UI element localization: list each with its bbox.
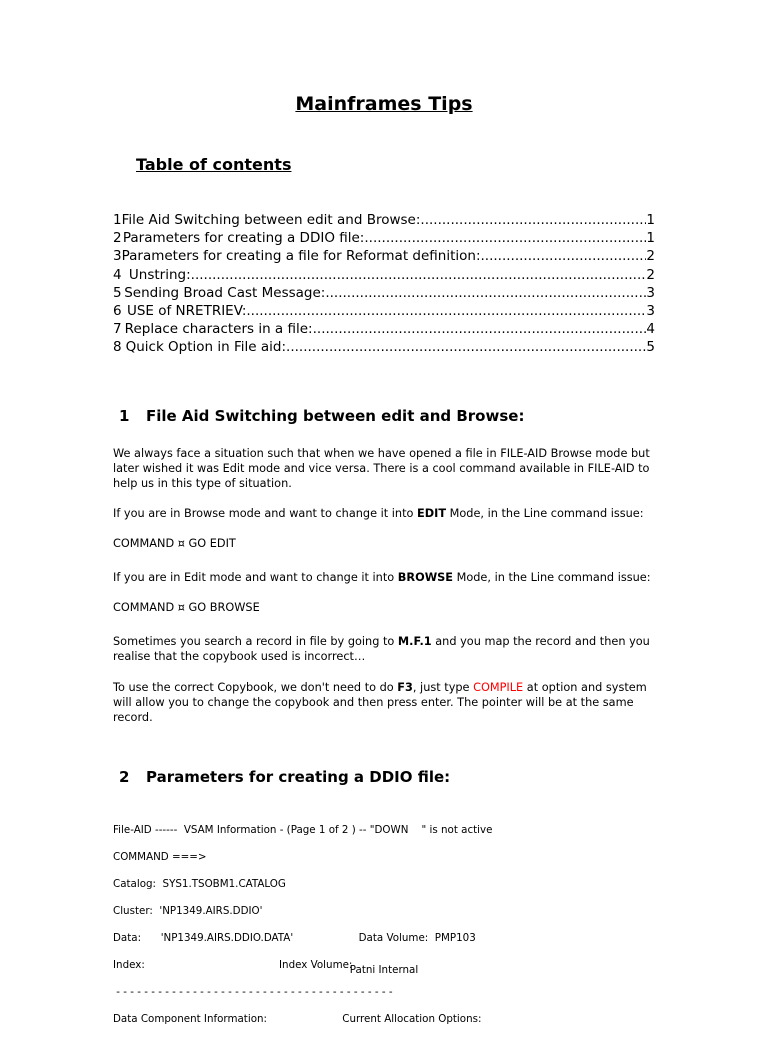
toc-entry[interactable]: 8 Quick Option in File aid: ..... 5 — [113, 338, 655, 356]
section-1-paragraph: We always face a situation such that when we have opened a file in FILE-AID Browse mode but later wished it was Edit mode and vice versa. There is a cool command available in FILE-AID to help us in this type of situation. — [113, 447, 650, 490]
section-1-paragraph: If you are in Browse mode and want to change it into EDIT Mode, in the Line command issue: — [113, 507, 644, 520]
toc-entry-text: Parameters for creating a file for Reformat definition: — [121, 248, 481, 265]
toc-entry[interactable]: 5 Sending Broad Cast Message: ..... 3 — [113, 284, 655, 302]
toc-entry-text: Sending Broad Cast Message: — [124, 284, 326, 301]
toc-entry-text: File Aid Switching between edit and Browse: — [121, 212, 421, 228]
toc-entry-text: Quick Option in File aid: — [125, 339, 287, 356]
section-1-paragraph: If you are in Edit mode and want to change it into BROWSE Mode, in the Line command issue: — [113, 571, 651, 584]
toc-entry-text: USE of NRETRIEV: — [126, 302, 247, 319]
screen-line: Cluster: 'NP1349.AIRS.DDIO' — [113, 904, 263, 917]
screen-line: COMMAND ===> — [113, 850, 207, 863]
compile-keyword: COMPILE — [473, 681, 524, 694]
screen-line: File-AID ------ VSAM Information - (Page 1 of 2 ) -- "DOWN " is not active — [113, 823, 493, 836]
screen-line: Data: 'NP1349.AIRS.DDIO.DATA' Data Volume: PMP103 — [113, 931, 476, 944]
screen-line: Data Component Information: Current Allocation Options: — [113, 1012, 482, 1025]
section-1-paragraph: Sometimes you search a record in file by going to M.F.1 and you map the record and then you realise that the copybook used is incorrect… — [113, 635, 650, 663]
toc-entry-text: Parameters for creating a DDIO file: — [122, 230, 365, 247]
command-line: COMMAND ¤ GO BROWSE — [113, 601, 260, 614]
screen-line: Catalog: SYS1.TSOBM1.CATALOG — [113, 877, 286, 890]
screen-line: - - - - - - - - - - - - - - - - - - - - - - - - - - - - - - - - - - - - - - - - — [113, 985, 393, 998]
toc-page-number: 2 — [646, 248, 655, 265]
toc-page-number: 3 — [646, 284, 655, 301]
command-line: COMMAND ¤ GO EDIT — [113, 537, 236, 550]
screen-line: Index: Index Volume: — [113, 958, 353, 971]
section-2-heading: 2 Parameters for creating a DDIO file: — [119, 768, 451, 786]
toc-entry[interactable]: 4 Unstring: ..... 2 — [113, 266, 655, 284]
toc-entry[interactable]: 7 Replace characters in a file: ..... 4 — [113, 320, 655, 338]
toc-heading: Table of contents — [136, 155, 292, 174]
table-of-contents — [113, 211, 655, 357]
document-title: Mainframes Tips — [295, 93, 473, 115]
section-1-paragraph: To use the correct Copybook, we don't need to do F3, just type COMPILE at option and system will allow you to change the copybook and then press enter. The pointer will be at the same record. — [113, 681, 647, 724]
toc-entry[interactable]: 2 Parameters for creating a DDIO file: ..... 1 — [113, 229, 655, 247]
toc-page-number: 1 — [646, 230, 655, 247]
toc-page-number: 3 — [646, 302, 655, 319]
toc-entry[interactable]: 6 USE of NRETRIEV: ..... 3 — [113, 302, 655, 320]
section-1-heading: 1 File Aid Switching between edit and Browse: — [119, 407, 525, 425]
toc-entry[interactable]: 3 Parameters for creating a file for Reformat definition: ..... 2 — [113, 247, 655, 265]
page-footer: Patni Internal — [349, 964, 419, 976]
toc-page-number: 2 — [646, 266, 655, 283]
toc-page-number: 1 — [646, 212, 655, 228]
toc-page-number: 4 — [646, 321, 655, 338]
toc-page-number: 5 — [646, 339, 655, 356]
toc-entry-text: Replace characters in a file: — [124, 321, 313, 338]
toc-entry-text: Unstring: — [128, 266, 191, 283]
file-aid-screen — [113, 810, 673, 1040]
toc-entry[interactable]: 1 File Aid Switching between edit and Browse: ..... 1 — [113, 211, 655, 229]
